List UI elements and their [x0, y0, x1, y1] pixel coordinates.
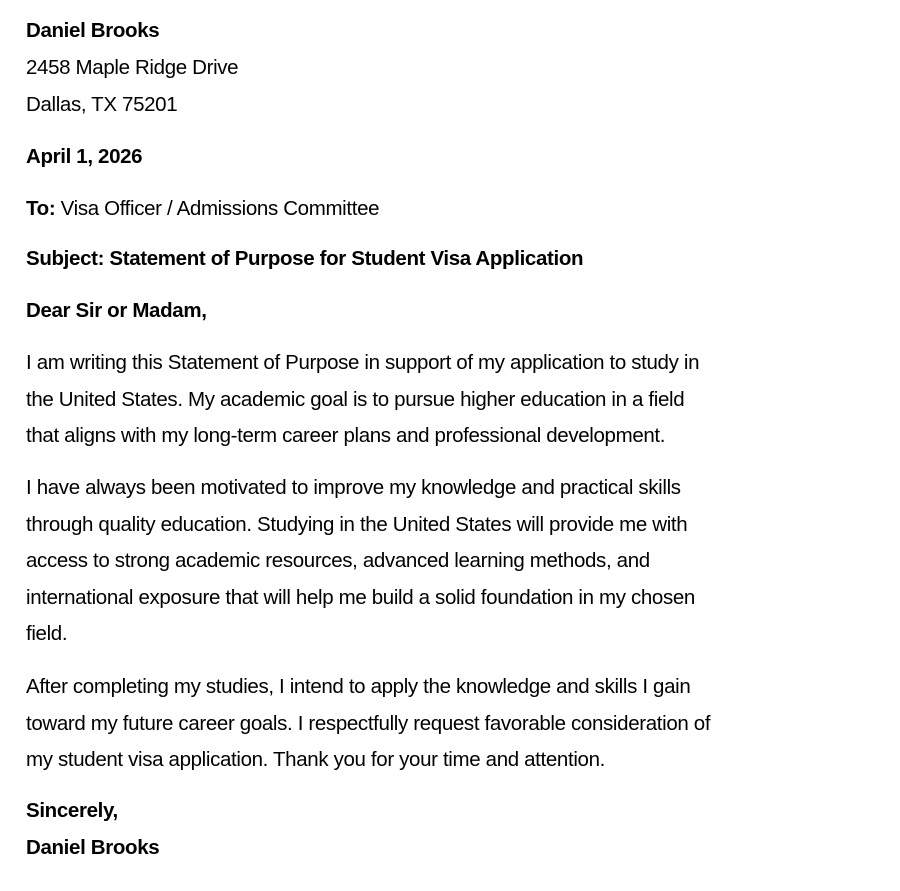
subject-line: Subject: Statement of Purpose for Student Visa Application: [26, 247, 584, 270]
recipient-value: Visa Officer / Admissions Committee: [55, 197, 380, 220]
recipient-line: [26, 197, 379, 221]
paragraph-line: international exposure that will help me build a solid foundation in my chosen: [26, 585, 695, 609]
salutation: Dear Sir or Madam,: [26, 299, 207, 322]
closing: Sincerely,: [26, 799, 118, 822]
body-paragraph-1: [26, 345, 699, 455]
paragraph-line: access to strong academic resources, advanced learning methods, and: [26, 549, 650, 572]
sender-address-line1: 2458 Maple Ridge Drive: [26, 56, 239, 79]
paragraph-line: field.: [26, 622, 68, 645]
paragraph-line: the United States. My academic goal is to pursue higher education in a field: [26, 387, 685, 411]
paragraph-line: After completing my studies, I intend to apply the knowledge and skills I gain: [26, 675, 691, 698]
paragraph-line: that aligns with my long-term career plans and professional development.: [26, 424, 666, 447]
letter-date: April 1, 2026: [26, 145, 143, 168]
paragraph-line: I have always been motivated to improve my knowledge and practical skills: [26, 476, 681, 499]
sender-address-line2: Dallas, TX 75201: [26, 93, 178, 116]
paragraph-line: through quality education. Studying in the United States will provide me with: [26, 512, 688, 536]
paragraph-line: toward my future career goals. I respectfully request favorable consideration of: [26, 711, 711, 735]
body-paragraph-2: [26, 470, 695, 653]
body-paragraph-3: [26, 669, 710, 779]
paragraph-line: my student visa application. Thank you for your time and attention.: [26, 748, 605, 771]
signature: Daniel Brooks: [26, 836, 160, 859]
paragraph-line: I am writing this Statement of Purpose in support of my application to study in: [26, 351, 700, 374]
recipient-label: To:: [26, 197, 56, 220]
sender-name: Daniel Brooks: [26, 19, 160, 42]
